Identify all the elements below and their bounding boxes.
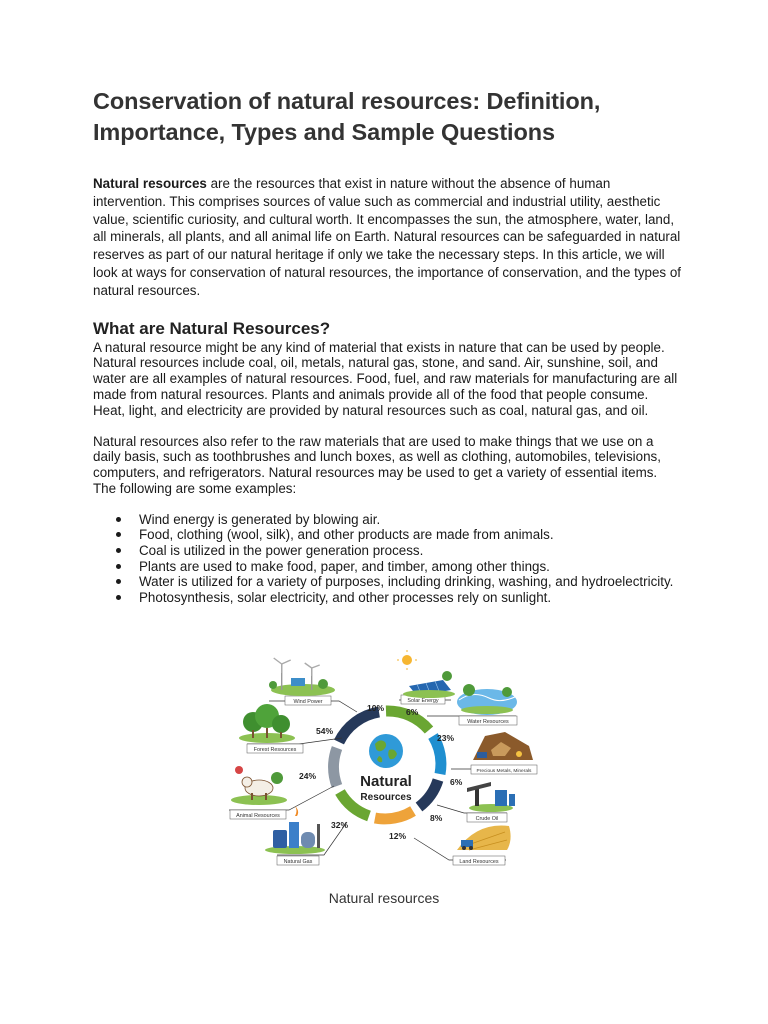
label-wind-power: Wind Power bbox=[293, 699, 323, 705]
label-precious-metals: Precious Metals, Minerals bbox=[476, 769, 532, 774]
ring-segment-navy-left bbox=[339, 712, 379, 742]
label-land-resources: Land Resources bbox=[459, 859, 499, 865]
minerals-icon bbox=[473, 732, 533, 760]
percent-land-resources: 12% bbox=[389, 831, 407, 841]
list-item: Coal is utilized in the power generation process. bbox=[139, 543, 683, 559]
list-item: Plants are used to make food, paper, and timber, among other things. bbox=[139, 559, 683, 575]
figure-caption: Natural resources bbox=[328, 890, 440, 906]
label-animal-resources: Animal Resources bbox=[236, 813, 280, 819]
label-natural-gas: Natural Gas bbox=[283, 859, 313, 865]
intro-paragraph bbox=[93, 175, 683, 300]
infographic-svg bbox=[229, 650, 541, 872]
percent-wind-power: 10% bbox=[367, 703, 385, 713]
bullet-icon bbox=[116, 579, 121, 584]
document-body bbox=[93, 86, 683, 605]
land-icon bbox=[457, 826, 511, 851]
label-solar-energy: Solar Energy bbox=[407, 698, 439, 704]
list-item: Food, clothing (wool, silk), and other products are made from animals. bbox=[139, 527, 683, 543]
bullet-icon bbox=[116, 517, 121, 522]
animal-icon bbox=[231, 766, 287, 805]
section-paragraph-1: A natural resource might be any kind of material that exists in nature that can be used by people. Natural resources include coal, oil, metals, natural gas, stone, and sand. Air, sunshine, soil, and water are all examples of natural resources. Food, fuel, and raw materials for manufacturing are all made from natural resources. Plants and animals provide all of the food that people consume. Heat, light, and electricity are provided by natural resources such as coal, natural gas, and oil. bbox=[93, 339, 678, 418]
percent-natural-gas: 32% bbox=[331, 820, 349, 830]
list-item: Wind energy is generated by blowing air. bbox=[139, 512, 683, 528]
section-paragraph-2: Natural resources also refer to the raw materials that are used to make things that we use on a daily basis, such as toothbrushes and lunch boxes, as well as clothing, automobiles, televisions, computers, and refrigerators. Natural resources may be used to get a variety of essential items. The following are some examples: bbox=[93, 433, 661, 496]
ring-segment-navy-right bbox=[419, 780, 438, 807]
list-item: Water is utilized for a variety of purposes, including drinking, washing, and hydroelectricity. bbox=[139, 574, 683, 590]
wind-turbine-icon bbox=[269, 658, 335, 696]
solar-panel-icon bbox=[397, 650, 455, 698]
examples-list bbox=[93, 512, 683, 606]
bullet-icon bbox=[116, 564, 121, 569]
percent-water-resources: 23% bbox=[437, 733, 455, 743]
center-title-line2: Resources bbox=[360, 792, 412, 803]
water-icon bbox=[457, 684, 517, 715]
forest-icon bbox=[239, 704, 295, 743]
label-water-resources: Water Resources bbox=[467, 719, 509, 725]
percent-crude-oil: 8% bbox=[430, 813, 443, 823]
intro-text: are the resources that exist in nature without the absence of human intervention. This comprises sources of value such as commercial and industrial utility, aesthetic value, scientific curiosity, and cultural worth. It encompasses the sun, the atmosphere, water, land, all minerals, all plants, and all animal life on Earth. Natural resources can be safeguarded in natural reserves as part of our natural heritage if only we take the necessary steps. In this article, we will look at ways for conservation of natural resources, the importance of conservation, and the types of natural resources. bbox=[93, 176, 682, 298]
bullet-icon bbox=[116, 532, 121, 537]
list-item: Photosynthesis, solar electricity, and other processes rely on sunlight. bbox=[139, 590, 683, 606]
center-title-line1: Natural bbox=[360, 773, 412, 790]
label-forest-resources: Forest Resources bbox=[253, 747, 297, 753]
percent-forest-resources: 54% bbox=[316, 726, 334, 736]
oil-pump-icon bbox=[467, 782, 515, 812]
intro-bold-term: Natural resources bbox=[93, 176, 207, 191]
bullet-icon bbox=[116, 595, 121, 600]
globe-icon bbox=[369, 734, 403, 768]
percent-precious-metals: 6% bbox=[450, 777, 463, 787]
ring-segment-gray bbox=[334, 748, 337, 786]
page-title: Conservation of natural resources: Definition, Importance, Types and Sample Questions bbox=[93, 88, 601, 145]
ring-segment-orange bbox=[375, 811, 413, 819]
label-crude-oil: Crude Oil bbox=[475, 816, 499, 822]
section-heading: What are Natural Resources? bbox=[93, 318, 331, 338]
natural-resources-infographic bbox=[229, 650, 541, 872]
percent-animal-resources: 24% bbox=[299, 771, 317, 781]
percent-solar-energy: 6% bbox=[406, 707, 419, 717]
bullet-icon bbox=[116, 548, 121, 553]
